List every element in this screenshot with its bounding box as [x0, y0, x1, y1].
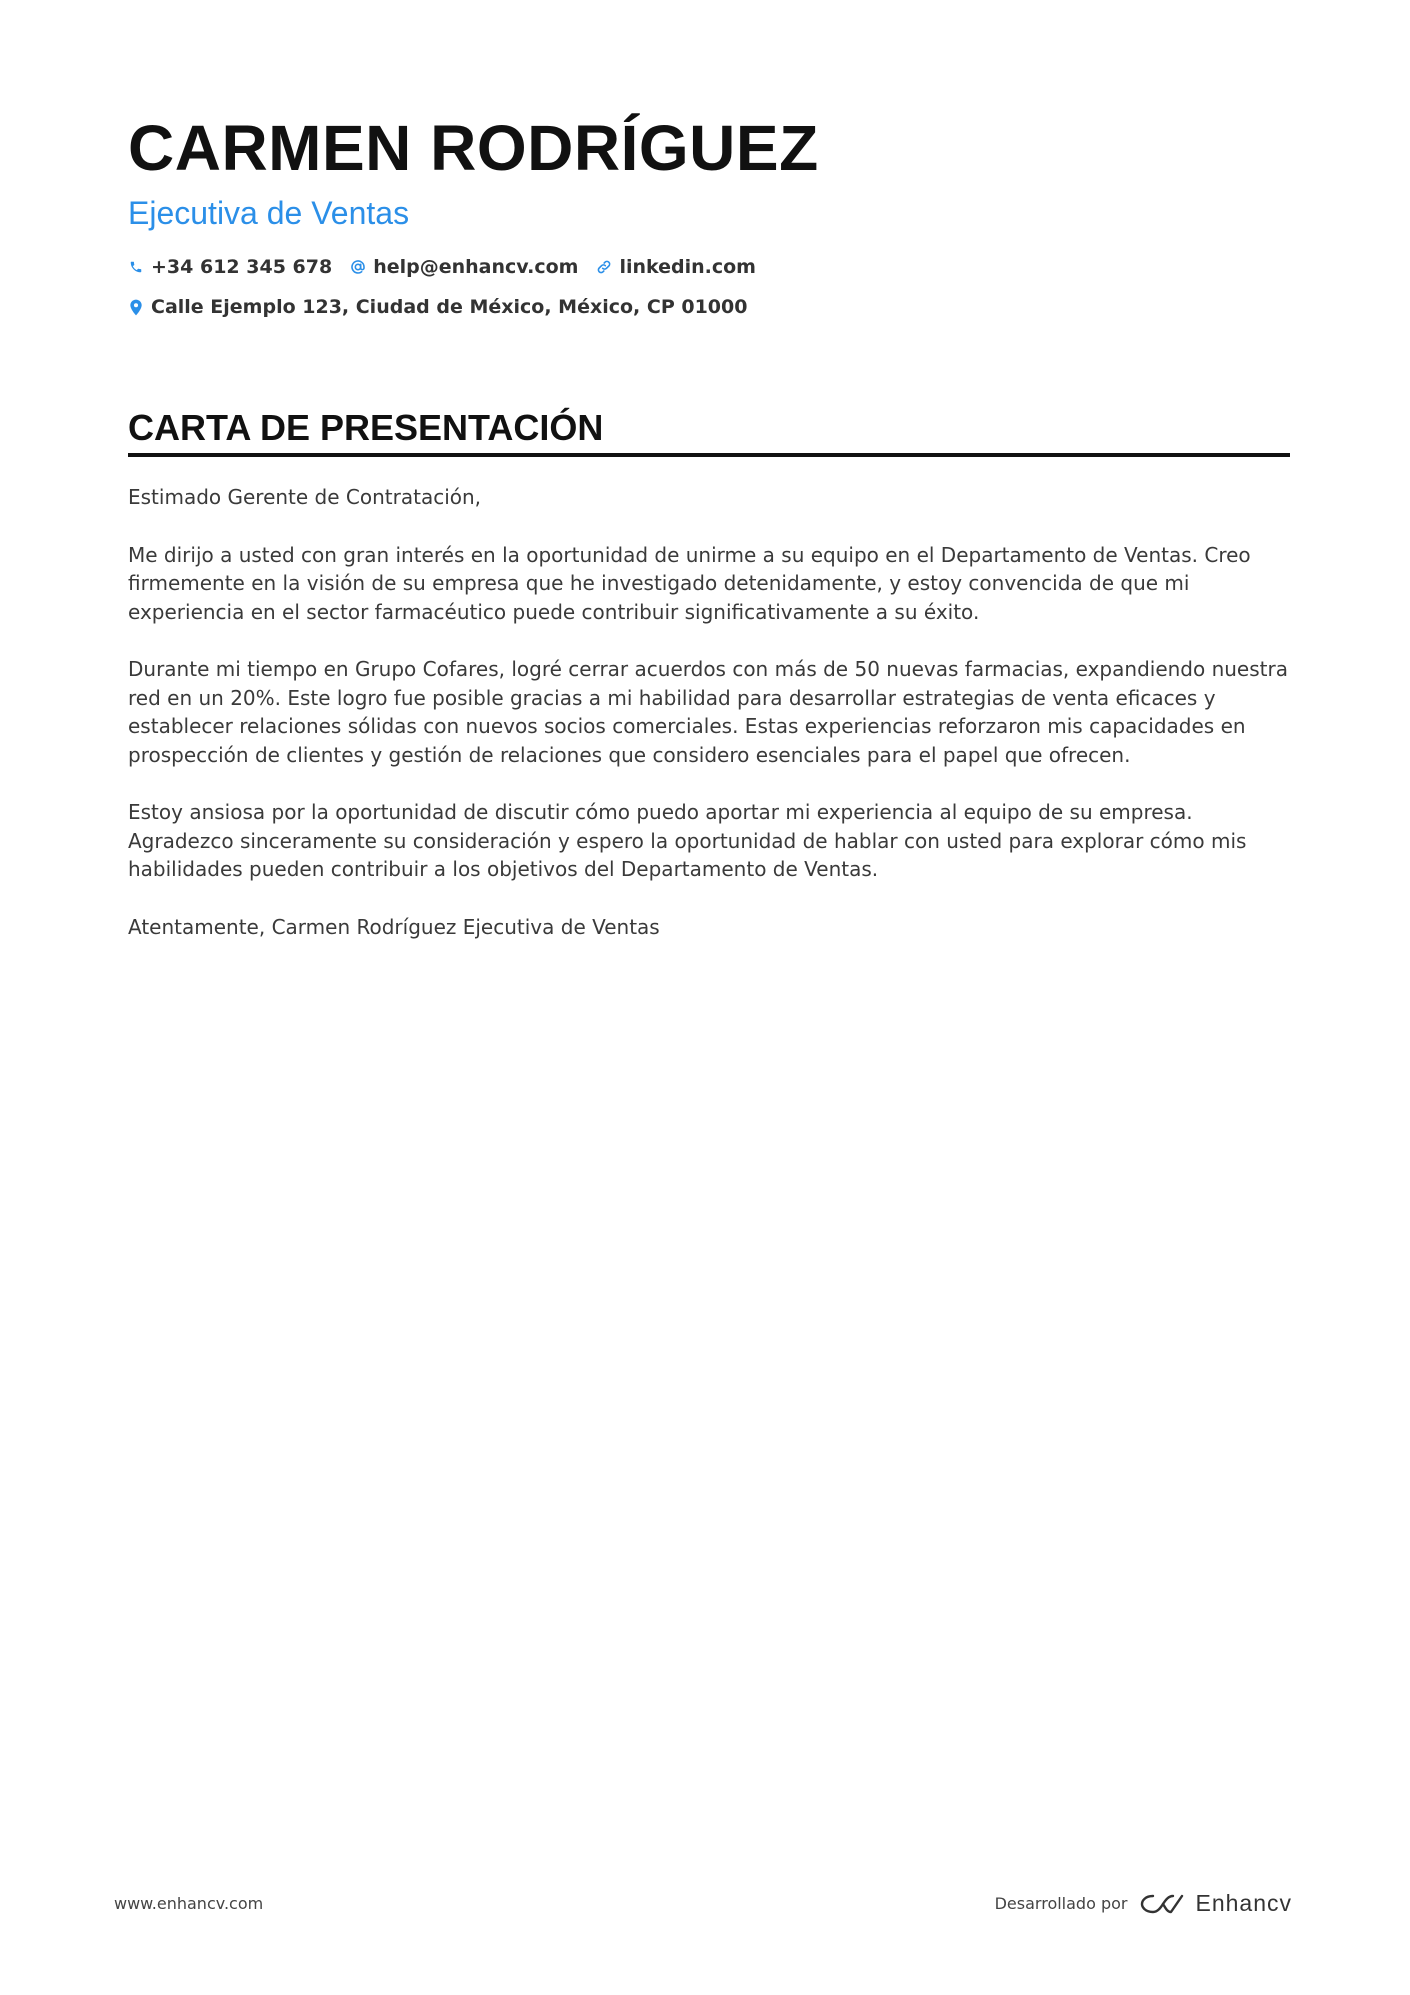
brand-logo[interactable] — [1139, 1890, 1292, 1917]
letter-paragraph: Me dirijo a usted con gran interés en la oportunidad de unirme a su equipo en el Departamento de Ventas. Creo firmemente en la visión de su empresa que he investigado detenidamente, y estoy convencida de que mi experiencia en el sector farmacéutico puede contribuir significativamente a su éxito. — [128, 542, 1251, 624]
link-icon — [596, 258, 612, 276]
address-text: Calle Ejemplo 123, Ciudad de México, México, CP 01000 — [151, 296, 748, 318]
profile-link[interactable]: linkedin.com — [619, 256, 756, 278]
contact-row-primary — [128, 252, 1288, 282]
map-pin-icon — [128, 298, 144, 316]
letter-paragraph: Estoy ansiosa por la oportunidad de discutir cómo puedo aportar mi experiencia al equipo de su empresa. Agradezco sinceramente su consideración y espero la oportunidad de hablar con usted para explorar cómo mis habilidades pueden contribuir a los objetivos del Departamento de Ventas. — [128, 800, 1247, 881]
section-heading: CARTA DE PRESENTACIÓN — [128, 405, 1290, 457]
header — [128, 108, 1288, 322]
phone-icon — [128, 258, 144, 276]
contact-address — [128, 296, 747, 318]
letter-closing: Atentamente, Carmen Rodríguez Ejecutiva de Ventas — [128, 914, 660, 939]
brand-name: Enhancv — [1195, 1890, 1292, 1916]
applicant-name: CARMEN RODRÍGUEZ — [128, 112, 819, 184]
at-icon — [350, 258, 366, 276]
enhancv-logo-icon — [1139, 1891, 1185, 1917]
contact-phone — [128, 256, 332, 278]
job-title: Ejecutiva de Ventas — [128, 195, 410, 231]
letter-body — [128, 483, 1290, 941]
footer-credit — [995, 1890, 1292, 1917]
email-address[interactable]: help@enhancv.com — [373, 256, 579, 278]
letter-paragraph: Durante mi tiempo en Grupo Cofares, logré cerrar acuerdos con más de 50 nuevas farmacias, expandiendo nuestra red en un 20%. Este logro fue posible gracias a mi habilidad para desarrollar estrategias de venta eficaces y establecer relaciones sólidas con nuevos socios comerciales. Estas experiencias reforzaron mis capacidades en prospección de clientes y gestión de relaciones que considero esenciales para el papel que ofrecen. — [128, 657, 1288, 767]
phone-number: +34 612 345 678 — [151, 256, 333, 278]
cover-letter-section — [128, 405, 1290, 970]
contact-email — [350, 256, 578, 278]
letter-greeting: Estimado Gerente de Contratación, — [128, 485, 482, 509]
powered-by-label: Desarrollado por — [994, 1894, 1128, 1913]
footer-website[interactable]: www.enhancv.com — [114, 1894, 264, 1913]
footer — [114, 1890, 1292, 1917]
contact-row-secondary — [128, 292, 1288, 322]
contact-link — [596, 256, 756, 278]
